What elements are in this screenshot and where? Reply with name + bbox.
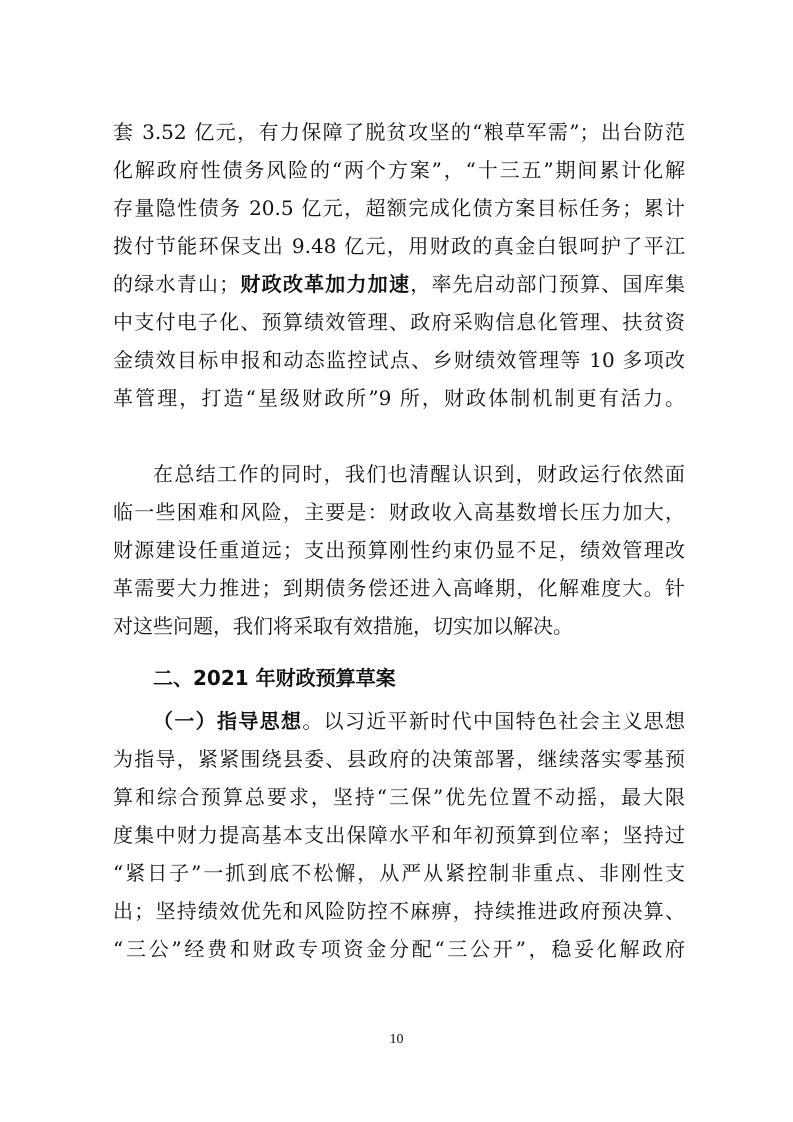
body-text-line: 对这些问题，我们将采取有效措施，切实加以解决。 <box>113 614 573 638</box>
body-text-segment: 的绿水青山； <box>113 272 240 296</box>
emphasis-text: 财政改革加力加速 <box>239 272 411 296</box>
body-text-line: “三公”经费和财政专项资金分配“三公开”，稳妥化解政府 <box>113 937 685 961</box>
body-text-segment: ，率先启动部门预算、国库集 <box>410 272 685 296</box>
body-text-line: 临一些困难和风险，主要是：财政收入高基数增长压力加大， <box>113 500 685 524</box>
body-text-line: 化解政府性债务风险的“两个方案”，“十三五”期间累计化解 <box>113 158 685 182</box>
section-heading: 二、2021 年财政预算草案 <box>153 666 396 690</box>
body-text-line: 为指导，紧紧围绕县委、县政府的决策部署，继续落实零基预 <box>113 747 685 771</box>
body-text-line: 中支付电子化、预算绩效管理、政府采购信息化管理、扶贫资 <box>113 310 685 334</box>
body-text-line: 存量隐性债务 20.5 亿元，超额完成化债方案目标任务；累计 <box>113 196 685 220</box>
body-text-line: “紧日子”一抓到底不松懈，从严从紧控制非重点、非刚性支 <box>113 861 685 885</box>
body-text-line <box>153 702 685 740</box>
page-number: 10 <box>389 1032 404 1047</box>
body-text-line: 金绩效目标申报和动态监控试点、乡财绩效管理等 10 多项改 <box>113 348 685 372</box>
body-text-line: 度集中财力提高基本支出保障水平和年初预算到位率；坚持过 <box>113 823 685 847</box>
body-text-line: 在总结工作的同时，我们也清醒认识到，财政运行依然面 <box>153 462 685 486</box>
body-text-line: 出；坚持绩效优先和风险防控不麻痹，持续推进政府预决算、 <box>113 899 685 923</box>
body-text-line: 拨付节能环保支出 9.48 亿元，用财政的真金白银呵护了平江 <box>113 234 685 258</box>
subsection-title: （一）指导思想 <box>153 709 303 733</box>
body-text-line <box>113 265 685 303</box>
body-text-line: 革管理，打造“星级财政所”9 所，财政体制机制更有活力。 <box>113 386 685 410</box>
body-text-line: 算和综合预算总要求，坚持“三保”优先位置不动摇，最大限 <box>113 785 685 809</box>
body-text-line: 革需要大力推进；到期债务偿还进入高峰期，化解难度大。针 <box>113 576 685 600</box>
body-text-line: 套 3.52 亿元，有力保障了脱贫攻坚的“粮草军需”；出台防范 <box>113 120 685 144</box>
body-text-segment: 。以习近平新时代中国特色社会主义思想 <box>302 709 685 733</box>
body-text-line: 财源建设任重道远；支出预算刚性约束仍显不足，绩效管理改 <box>113 538 685 562</box>
